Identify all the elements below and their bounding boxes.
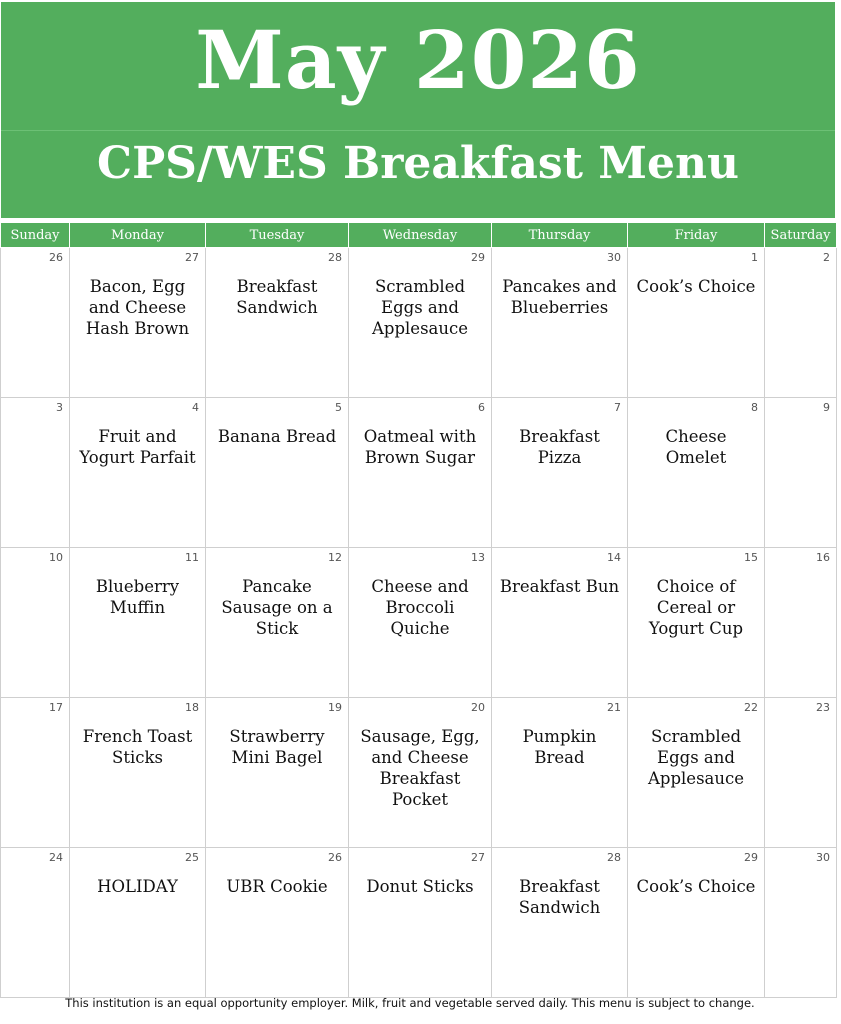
calendar-day-cell [765, 248, 837, 398]
menu-item: Banana Bread [217, 427, 337, 446]
day-number: 30 [607, 251, 621, 264]
day-number: 29 [744, 851, 758, 864]
day-number: 22 [744, 701, 758, 714]
menu-item: Bacon, Egg and Cheese Hash Brown [85, 277, 190, 338]
menu-item: Pancakes and Blueberries [502, 277, 617, 317]
calendar-day-cell [1, 698, 70, 848]
menu-item: Strawberry Mini Bagel [229, 727, 325, 767]
calendar-week-row [1, 848, 837, 998]
calendar-week-row [1, 248, 837, 398]
menu-item: HOLIDAY [97, 877, 178, 896]
menu-item: Cheese and Broccoli Quiche [371, 577, 469, 638]
day-number: 26 [328, 851, 342, 864]
calendar-day-cell [492, 848, 628, 998]
calendar-day-cell [349, 248, 492, 398]
weekday-thursday: Thursday [492, 223, 628, 248]
day-number: 21 [607, 701, 621, 714]
calendar-day-cell [206, 398, 349, 548]
menu-item: Breakfast Sandwich [236, 277, 318, 317]
calendar-day-cell [628, 548, 765, 698]
day-number: 1 [751, 251, 758, 264]
calendar-day-cell [349, 698, 492, 848]
day-number: 18 [185, 701, 199, 714]
calendar-day-cell [70, 548, 206, 698]
day-number: 14 [607, 551, 621, 564]
menu-item: Choice of Cereal or Yogurt Cup [648, 577, 744, 638]
calendar-day-cell [206, 548, 349, 698]
day-number: 10 [49, 551, 63, 564]
menu-item: Oatmeal with Brown Sugar [363, 427, 477, 467]
calendar-day-cell [70, 248, 206, 398]
calendar-day-cell [349, 548, 492, 698]
calendar-day-cell [492, 248, 628, 398]
day-number: 24 [49, 851, 63, 864]
calendar-day-cell [492, 398, 628, 548]
day-number: 9 [823, 401, 830, 414]
day-number: 6 [478, 401, 485, 414]
day-number: 30 [816, 851, 830, 864]
calendar-day-cell [492, 548, 628, 698]
calendar-day-cell [349, 848, 492, 998]
menu-item: Scrambled Eggs and Applesauce [647, 727, 745, 788]
menu-item: Donut Sticks [366, 877, 474, 896]
calendar-day-cell [1, 848, 70, 998]
calendar-day-cell [1, 548, 70, 698]
menu-item: French Toast Sticks [82, 727, 193, 767]
day-number: 5 [335, 401, 342, 414]
calendar-day-cell [70, 398, 206, 548]
day-number: 4 [192, 401, 199, 414]
menu-item: Blueberry Muffin [95, 577, 180, 617]
day-number: 20 [471, 701, 485, 714]
menu-item: UBR Cookie [226, 877, 328, 896]
menu-item: Cook’s Choice [636, 877, 756, 896]
weekday-wednesday: Wednesday [349, 223, 492, 248]
day-number: 16 [816, 551, 830, 564]
calendar-day-cell [1, 248, 70, 398]
day-number: 8 [751, 401, 758, 414]
calendar-day-cell [628, 848, 765, 998]
day-number: 17 [49, 701, 63, 714]
day-number: 23 [816, 701, 830, 714]
day-number: 28 [607, 851, 621, 864]
header-divider [1, 130, 835, 131]
month-title: May 2026 [195, 13, 641, 107]
weekday-friday: Friday [628, 223, 765, 248]
menu-item: Scrambled Eggs and Applesauce [371, 277, 469, 338]
menu-item: Sausage, Egg, and Cheese Breakfast Pocket [360, 727, 480, 809]
menu-header [1, 2, 835, 218]
calendar-day-cell [349, 398, 492, 548]
calendar-day-cell [765, 848, 837, 998]
menu-item: Breakfast Bun [499, 577, 620, 596]
menu-item: Pancake Sausage on a Stick [221, 577, 333, 638]
calendar-day-cell [628, 248, 765, 398]
day-number: 26 [49, 251, 63, 264]
day-number: 27 [185, 251, 199, 264]
calendar-day-cell [765, 548, 837, 698]
calendar-day-cell [628, 698, 765, 848]
calendar-day-cell [70, 698, 206, 848]
weekday-sunday: Sunday [1, 223, 70, 248]
menu-title: CPS/WES Breakfast Menu [97, 138, 739, 189]
calendar-grid [0, 222, 837, 998]
day-number: 25 [185, 851, 199, 864]
calendar-day-cell [206, 248, 349, 398]
calendar-day-cell [492, 698, 628, 848]
menu-item: Cheese Omelet [665, 427, 727, 467]
calendar-week-row [1, 398, 837, 548]
day-number: 27 [471, 851, 485, 864]
calendar-week-row [1, 548, 837, 698]
day-number: 29 [471, 251, 485, 264]
footer-note: This institution is an equal opportunity employer. Milk, fruit and vegetable served daily. This menu is subject to change. [65, 996, 755, 1010]
calendar-day-cell [1, 398, 70, 548]
day-number: 15 [744, 551, 758, 564]
calendar-day-cell [70, 848, 206, 998]
day-number: 13 [471, 551, 485, 564]
day-number: 11 [185, 551, 199, 564]
day-number: 28 [328, 251, 342, 264]
calendar-day-cell [628, 398, 765, 548]
menu-item: Breakfast Sandwich [518, 877, 601, 917]
day-number: 2 [823, 251, 830, 264]
weekday-header-row [1, 223, 837, 248]
menu-item: Cook’s Choice [636, 277, 756, 296]
weekday-saturday: Saturday [765, 223, 837, 248]
menu-item: Fruit and Yogurt Parfait [79, 427, 196, 467]
menu-item: Breakfast Pizza [519, 427, 600, 467]
day-number: 3 [56, 401, 63, 414]
calendar-day-cell [206, 698, 349, 848]
calendar-day-cell [765, 698, 837, 848]
day-number: 19 [328, 701, 342, 714]
weekday-monday: Monday [70, 223, 206, 248]
day-number: 7 [614, 401, 621, 414]
calendar-day-cell [206, 848, 349, 998]
menu-item: Pumpkin Bread [522, 727, 597, 767]
calendar-day-cell [765, 398, 837, 548]
calendar-week-row [1, 698, 837, 848]
day-number: 12 [328, 551, 342, 564]
weekday-tuesday: Tuesday [206, 223, 349, 248]
